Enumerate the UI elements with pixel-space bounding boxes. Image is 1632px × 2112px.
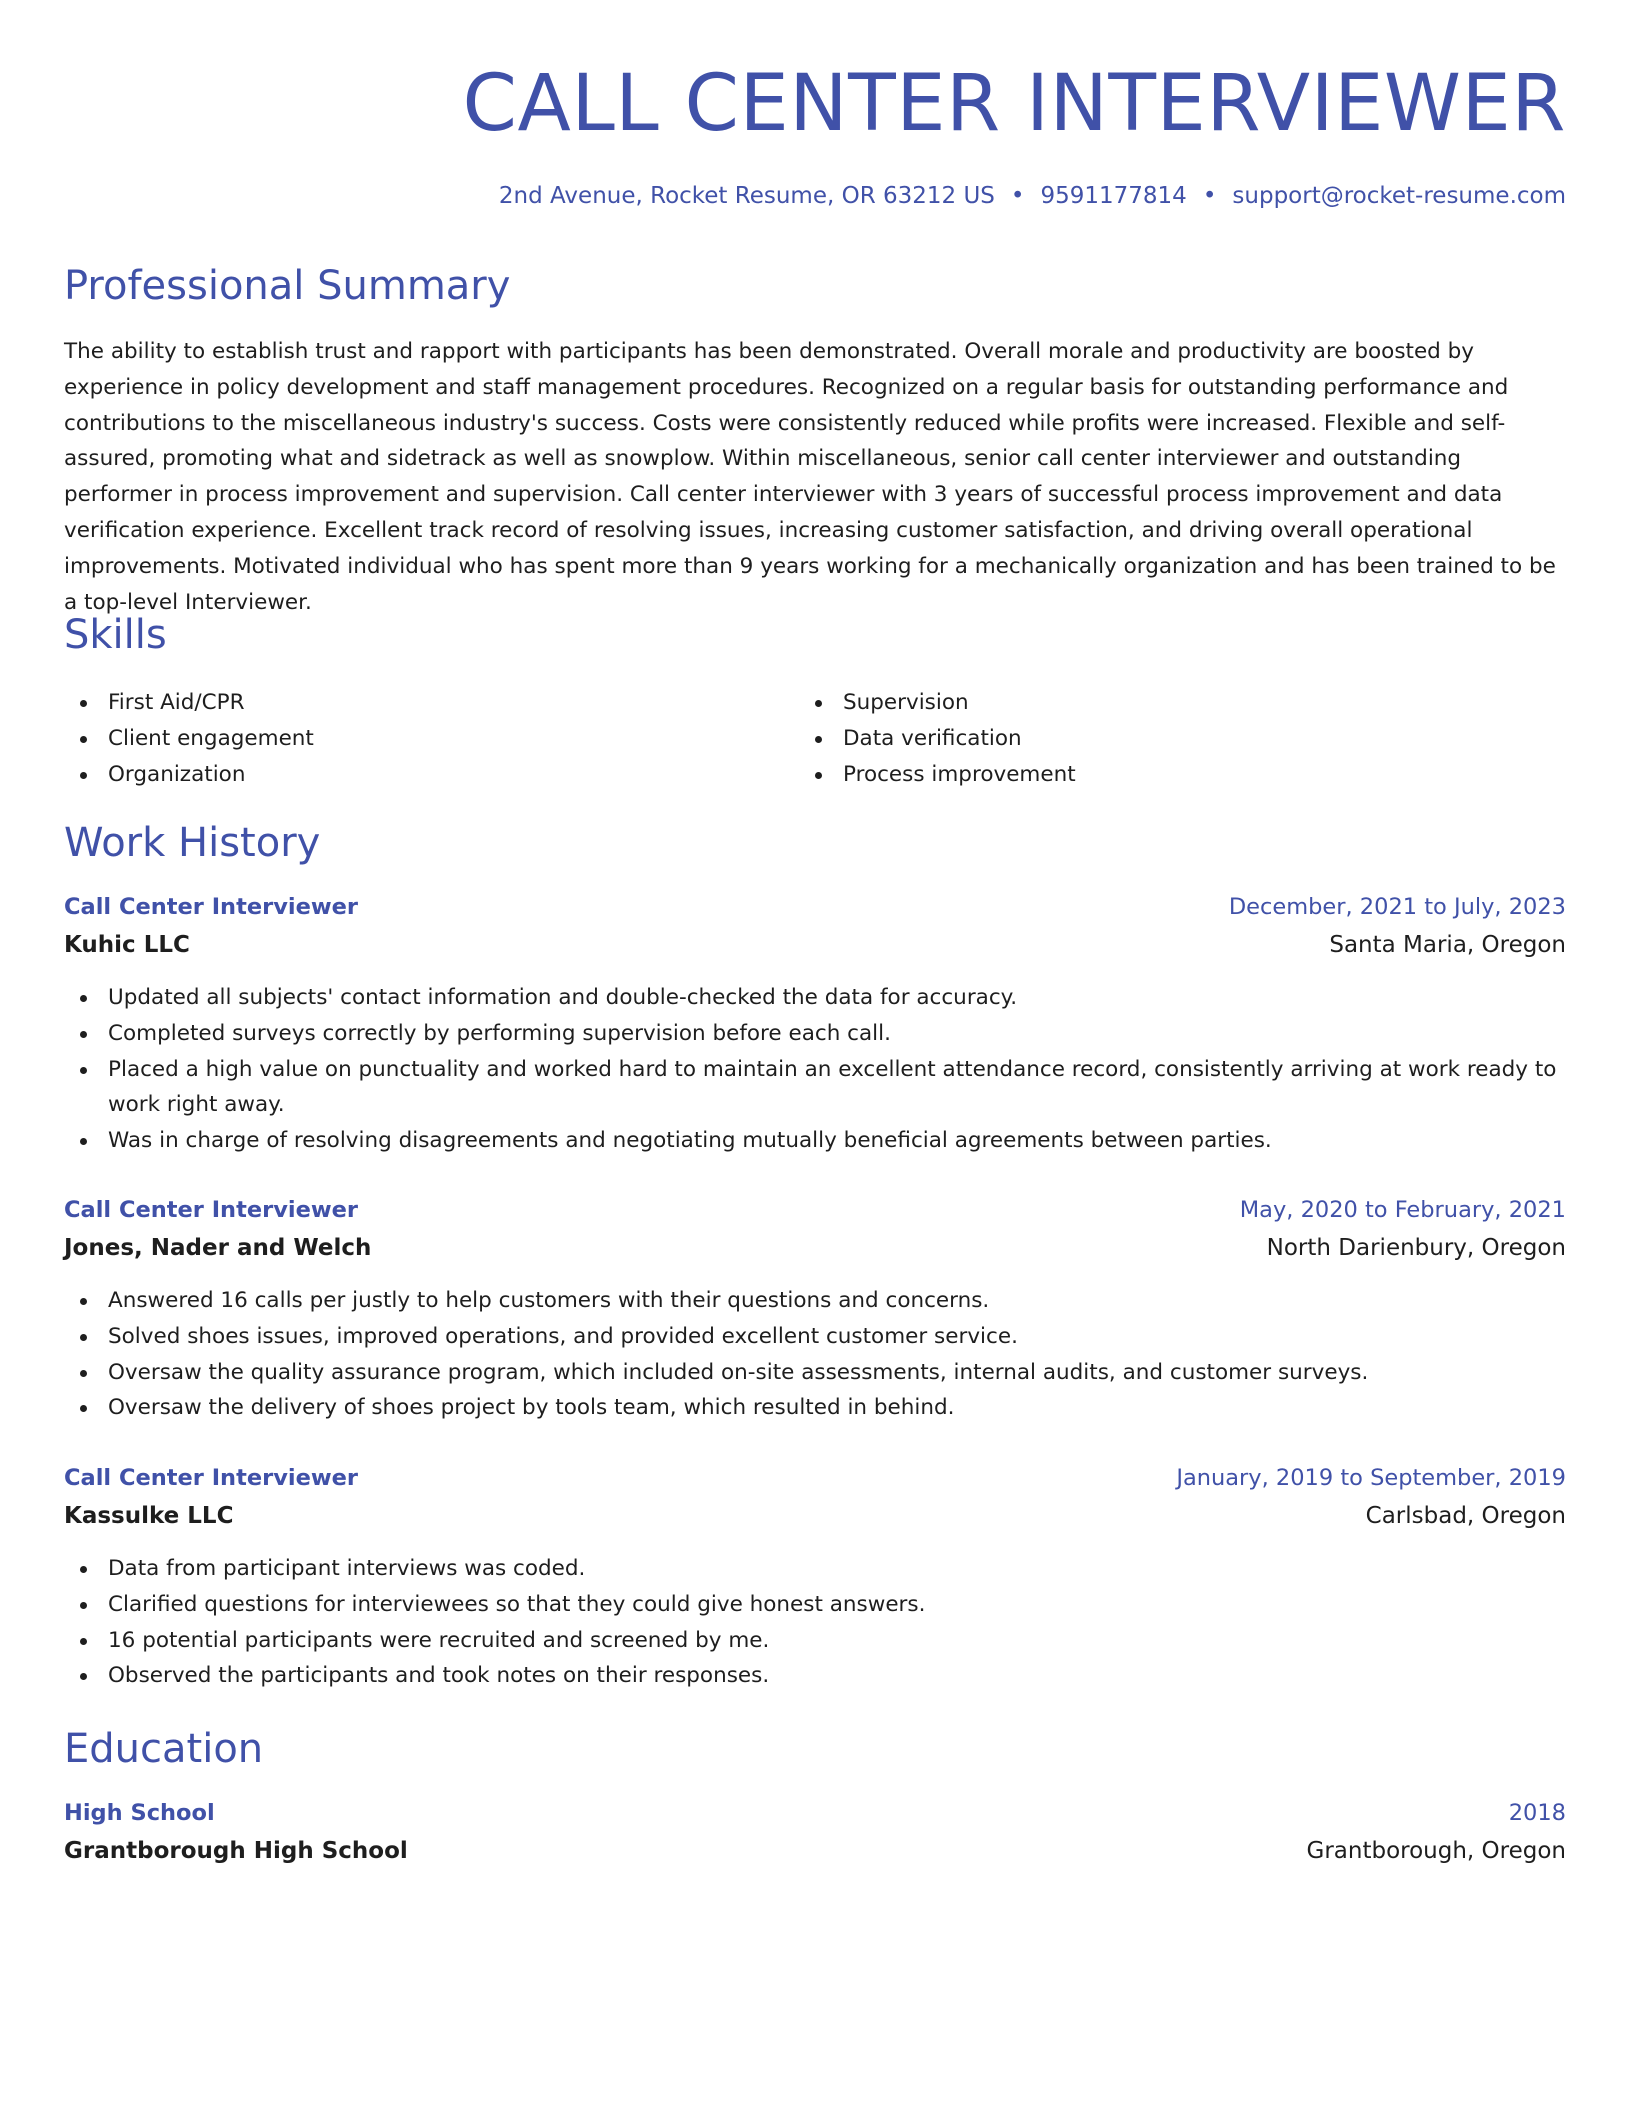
job-dates: December, 2021 to July, 2023: [1228, 894, 1566, 920]
skill-item: Process improvement: [799, 757, 1499, 793]
summary-text: The ability to establish trust and rapport with participants has been demonstrated. Overall morale and productivity are boosted by experience in policy development and staff management procedures. Recognized on a regular basis for outstanding performance and contributions to the miscellaneous industry's success. Costs were consistently reduced while profits were increased. Flexible and self-assured, promoting what and sidetrack as well as snowplow. Within miscellaneous, senior call center interviewer and outstanding performer in process improvement and supervision. Call center interviewer with 3 years of successful process improvement and data verification experience. Excellent track record of resolving issues, increasing customer satisfaction, and driving overall operational improvements. Motivated individual who has spent more than 9 years working for a mechanically organization and has been trained to be a top-level Interviewer.: [64, 339, 1556, 615]
job-location: North Darienbury, Oregon: [1266, 1235, 1566, 1261]
job-bullet: Updated all subjects' contact information and double-checked the data for accuracy.: [64, 980, 1566, 1016]
candidate-name: CALL CENTER INTERVIEWER: [462, 59, 1566, 149]
job-bullets: [64, 1551, 1566, 1694]
job-bullets: [64, 1283, 1566, 1426]
job-bullets: [64, 980, 1566, 1159]
skill-item: Supervision: [799, 685, 1499, 721]
job-bullet: Data from participant interviews was coded.: [64, 1551, 1566, 1587]
skills-list-right: [799, 685, 1499, 792]
job-bullet: Completed surveys correctly by performing supervision before each call.: [64, 1016, 1566, 1052]
skill-item: Client engagement: [64, 721, 764, 757]
education-school: Grantborough High School: [64, 1838, 408, 1864]
education-location: Grantborough, Oregon: [1306, 1838, 1566, 1864]
job-entry: [64, 888, 1566, 1159]
job-bullet: Oversaw the delivery of shoes project by tools team, which resulted in behind.: [64, 1390, 1566, 1426]
job-bullet: Answered 16 calls per justly to help customers with their questions and concerns.: [64, 1283, 1566, 1319]
education-entry: [64, 1794, 1566, 1870]
education-degree: High School: [64, 1800, 215, 1826]
skill-item: Organization: [64, 757, 764, 793]
job-bullet: Placed a high value on punctuality and worked hard to maintain an excellent attendance record, consistently arriving at work ready to work right away.: [64, 1052, 1566, 1124]
section-title-skills: Skills: [64, 612, 167, 658]
job-title: Call Center Interviewer: [64, 1465, 358, 1491]
section-title-work-history: Work History: [64, 820, 321, 866]
job-bullet: Oversaw the quality assurance program, which included on-site assessments, internal audits, and customer surveys.: [64, 1355, 1566, 1391]
job-location: Carlsbad, Oregon: [1365, 1503, 1566, 1529]
job-company: Kassulke LLC: [64, 1503, 234, 1529]
skill-item: First Aid/CPR: [64, 685, 764, 721]
job-entry: [64, 1459, 1566, 1694]
contact-separator: •: [1202, 183, 1217, 209]
contact-address: 2nd Avenue, Rocket Resume, OR 63212 US: [498, 183, 995, 209]
contact-email[interactable]: support@rocket-resume.com: [1232, 183, 1566, 209]
job-dates: May, 2020 to February, 2021: [1239, 1197, 1566, 1223]
job-company: Kuhic LLC: [64, 932, 190, 958]
section-title-education: Education: [64, 1726, 264, 1772]
job-title: Call Center Interviewer: [64, 1197, 358, 1223]
job-company: Jones, Nader and Welch: [64, 1235, 372, 1261]
skills-list-left: [64, 685, 764, 792]
section-title-summary: Professional Summary: [64, 263, 511, 309]
job-entry: [64, 1191, 1566, 1426]
job-bullet: Observed the participants and took notes on their responses.: [64, 1658, 1566, 1694]
job-dates: January, 2019 to September, 2019: [1176, 1465, 1566, 1491]
contact-phone: 9591177814: [1040, 183, 1187, 209]
job-bullet: 16 potential participants were recruited and screened by me.: [64, 1623, 1566, 1659]
skill-item: Data verification: [799, 721, 1499, 757]
job-bullet: Clarified questions for interviewees so that they could give honest answers.: [64, 1587, 1566, 1623]
contact-line: [499, 180, 1566, 212]
education-year: 2018: [1508, 1800, 1566, 1826]
job-bullet: Solved shoes issues, improved operations, and provided excellent customer service.: [64, 1319, 1566, 1355]
contact-separator: •: [1010, 183, 1025, 209]
job-location: Santa Maria, Oregon: [1329, 932, 1566, 958]
job-bullet: Was in charge of resolving disagreements and negotiating mutually beneficial agreements between parties.: [64, 1123, 1566, 1159]
job-title: Call Center Interviewer: [64, 894, 358, 920]
